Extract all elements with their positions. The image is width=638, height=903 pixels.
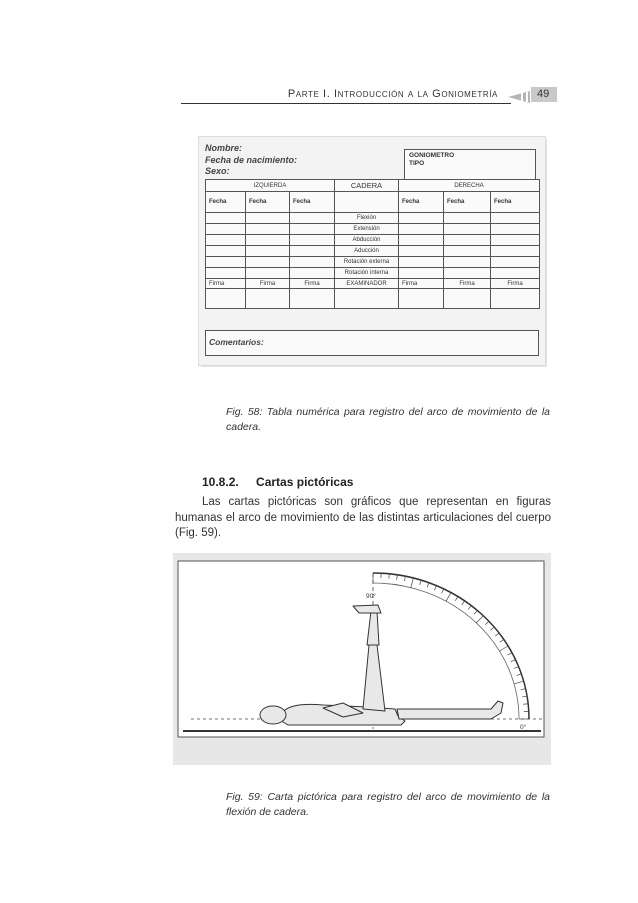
hip-flexion-illustration [173, 553, 551, 765]
date-header: Fecha [399, 192, 444, 213]
joint-header: CADERA [335, 180, 399, 192]
signature-header: Firma [246, 279, 290, 289]
comments-label: Comentarios: [209, 337, 264, 347]
examiner-header: EXAMINADOR [335, 279, 399, 289]
signature-header: Firma [206, 279, 246, 289]
signature-header: Firma [444, 279, 491, 289]
date-header: Fecha [246, 192, 290, 213]
figure59-caption: Fig. 59: Carta pictórica para registro del arco de movimiento de la flexión de cadera. [226, 791, 550, 818]
angle-0-label: 0° [520, 724, 527, 731]
figure58-caption: Fig. 58: Tabla numérica para registro del arco de movimiento de la cadera. [226, 406, 550, 433]
section-heading [202, 475, 353, 489]
movement-label: Rotación externa [335, 257, 399, 268]
comments-box [205, 330, 539, 356]
goniometer-label: GONIOMETRO [409, 152, 455, 159]
date-header: Fecha [290, 192, 335, 213]
page-number: 49 [537, 88, 550, 100]
movement-label: Abducción [335, 235, 399, 246]
rom-table [205, 179, 540, 309]
figure59 [173, 553, 551, 765]
running-title: Parte I. Introducción a la Goniometría [287, 88, 498, 100]
signature-header: Firma [491, 279, 540, 289]
left-side-header: IZQUIERDA [206, 180, 335, 192]
name-label: Nombre: [205, 143, 243, 153]
date-header: Fecha [444, 192, 491, 213]
empty-cell [335, 192, 399, 213]
patient-ident-block [205, 143, 297, 178]
section-number: 10.8.2. [202, 475, 239, 489]
birthdate-label: Fecha de nacimiento: [205, 154, 298, 165]
running-header [0, 86, 638, 106]
header-rule [181, 103, 511, 104]
date-header: Fecha [491, 192, 540, 213]
movement-label: Flexión [335, 213, 399, 224]
sex-label: Sexo: [205, 166, 230, 176]
figure58-form [198, 136, 546, 366]
angle-90-label: 90° [366, 593, 376, 600]
signature-header: Firma [399, 279, 444, 289]
date-header: Fecha [206, 192, 246, 213]
goniometer-box [404, 149, 536, 181]
right-side-header: DERECHA [399, 180, 540, 192]
type-label: TIPO [409, 160, 425, 167]
signature-header: Firma [290, 279, 335, 289]
section-title: Cartas pictóricas [256, 475, 354, 489]
body-paragraph: Las cartas pictóricas son gráficos que representan en figuras humanas el arco de movimiento de las distintas articulaciones del cuerpo (Fig. 59). [175, 496, 551, 539]
movement-label: Extensión [335, 224, 399, 235]
movement-label: Aducción [335, 246, 399, 257]
movement-label: Rotación interna [335, 268, 399, 279]
